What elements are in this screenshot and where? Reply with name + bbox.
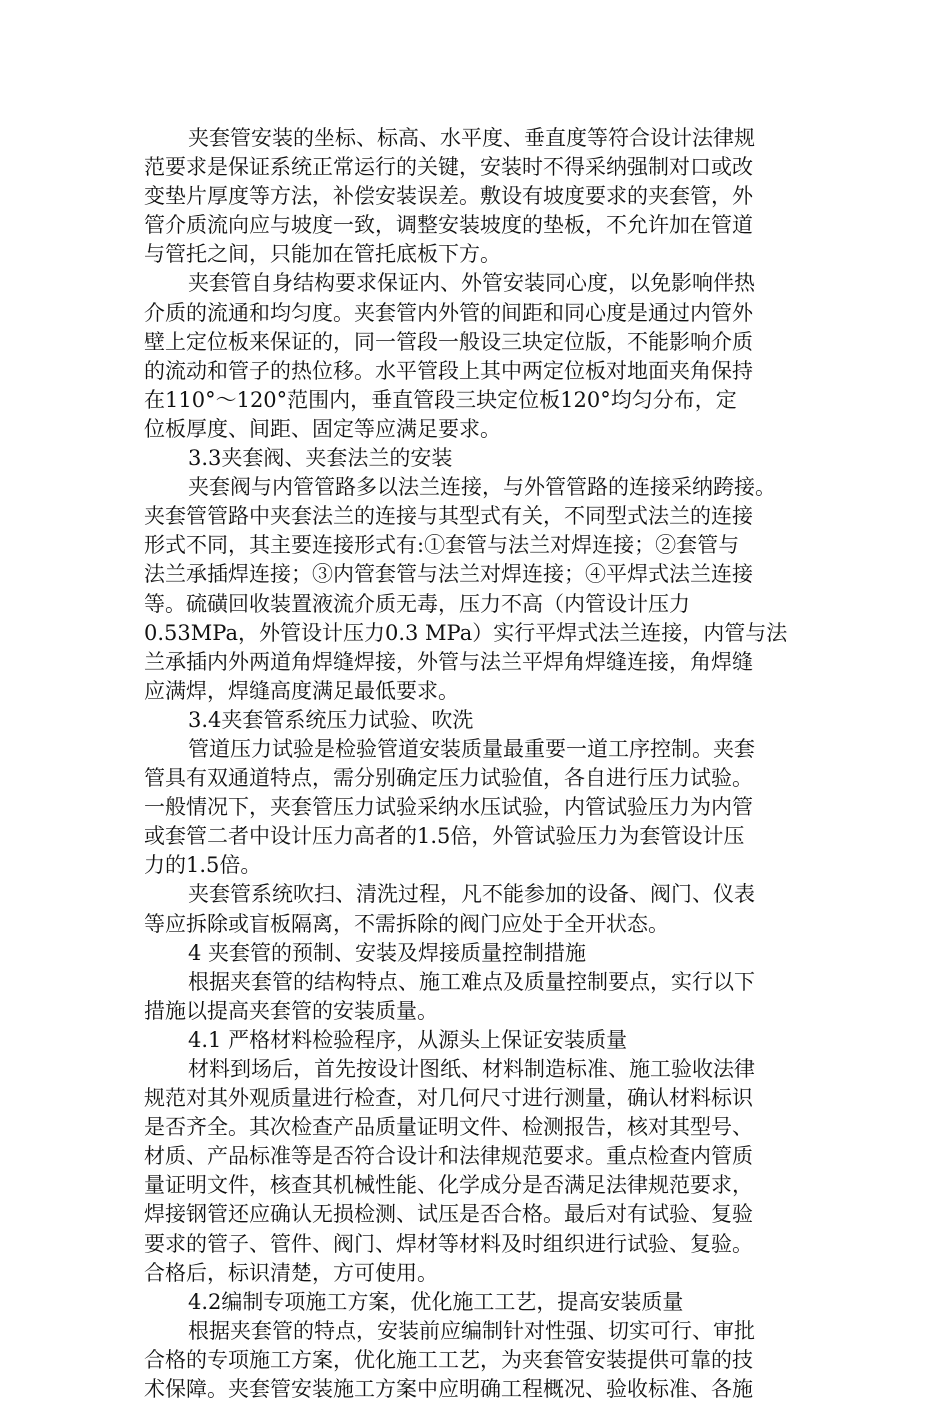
text-line: 根据夹套管的特点，安装前应编制针对性强、切实可行、审批 [188,1318,755,1343]
text-line: 材质、产品标准等是否符合设计和法律规范要求。重点检查内管质 [144,1144,753,1169]
text-line: 一般情况下，夹套管压力试验采纳水压试验，内管试验压力为内管 [144,795,753,820]
text-line: 夹套管管路中夹套法兰的连接与其型式有关，不同型式法兰的连接 [144,504,753,529]
text-line: 合格后，标识清楚，方可使用。 [144,1260,438,1285]
text-line: 3.4夹套管系统压力试验、吹洗 [188,707,474,732]
text-line: 要求的管子、管件、阀门、焊材等材料及时组织进行试验、复验。 [144,1231,753,1256]
text-line: 等。硫磺回收装置液流介质无毒，压力不高（内管设计压力 [144,591,690,616]
text-line: 管具有双通道特点，需分别确定压力试验值，各自进行压力试验。 [144,766,753,791]
text-line: 法兰承插焊连接；③内管套管与法兰对焊连接；④平焊式法兰连接 [144,562,753,587]
text-line: 术保障。夹套管安装施工方案中应明确工程概况、验收标准、各施 [144,1377,753,1402]
text-line: 根据夹套管的结构特点、施工难点及质量控制要点，实行以下 [188,969,755,994]
text-line: 介质的流通和均匀度。夹套管内外管的间距和同心度是通过内管外 [144,300,753,325]
text-line: 规范对其外观质量进行检查，对几何尺寸进行测量，确认材料标识 [144,1086,753,1111]
document-body [144,124,810,1404]
text-line: 0.53MPa，外管设计压力0.3 MPa）实行平焊式法兰连接，内管与法 [144,620,788,645]
text-line: 变垫片厚度等方法，补偿安装误差。敷设有坡度要求的夹套管，外 [144,184,753,209]
text-line: 力的1.5倍。 [144,853,262,878]
text-line: 位板厚度、间距、固定等应满足要求。 [144,416,501,441]
text-line: 应满焊，焊缝高度满足最低要求。 [144,678,459,703]
text-line: 夹套管自身结构要求保证内、外管安装同心度，以免影响伴热 [188,271,755,296]
text-line: 壁上定位板来保证的，同一管段一般设三块定位版，不能影响介质 [144,329,753,354]
text-line: 范要求是保证系统正常运行的关键，安装时不得采纳强制对口或改 [144,155,753,180]
text-line: 量证明文件，核查其机械性能、化学成分是否满足法律规范要求， [144,1173,753,1198]
text-line: 夹套管安装的坐标、标高、水平度、垂直度等符合设计法律规 [188,126,755,150]
text-line: 4 夹套管的预制、安装及焊接质量控制措施 [188,940,587,965]
text-line: 焊接钢管还应确认无损检测、试压是否合格。最后对有试验、复验 [144,1202,753,1227]
text-line: 或套管二者中设计压力高者的1.5倍，外管试验压力为套管设计压 [144,824,745,849]
text-line: 形式不同，其主要连接形式有:①套管与法兰对焊连接；②套管与 [144,533,740,558]
text-line: 合格的专项施工方案，优化施工工艺，为夹套管安装提供可靠的技 [144,1347,753,1372]
text-line: 等应拆除或盲板隔离，不需拆除的阀门应处于全开状态。 [144,911,669,936]
text-line: 是否齐全。其次检查产品质量证明文件、检测报告，核对其型号、 [144,1115,753,1140]
text-line: 4.2编制专项施工方案，优化施工工艺，提高安装质量 [188,1289,684,1314]
text-line: 管介质流向应与坡度一致，调整安装坡度的垫板，不允许加在管道 [144,213,753,238]
text-line: 管道压力试验是检验管道安装质量最重要一道工序控制。夹套 [188,736,755,761]
text-line: 材料到场后，首先按设计图纸、材料制造标准、施工验收法律 [188,1057,755,1081]
text-line: 夹套阀与内管管路多以法兰连接，与外管管路的连接采纳跨接。 [188,475,776,500]
text-line: 夹套管系统吹扫、清洗过程，凡不能参加的设备、阀门、仪表 [188,882,755,907]
text-line: 3.3夹套阀、夹套法兰的安装 [188,446,453,471]
text-line: 4.1 严格材料检验程序，从源头上保证安装质量 [188,1027,628,1052]
text-line: 兰承插内外两道角焊缝焊接，外管与法兰平焊角焊缝连接，角焊缝 [144,649,753,674]
text-line: 与管托之间，只能加在管托底板下方。 [144,242,501,267]
text-line: 的流动和管子的热位移。水平管段上其中两定位板对地面夹角保持 [144,358,753,383]
text-line: 措施以提高夹套管的安装质量。 [144,998,438,1023]
text-line: 在110°～120°范围内，垂直管段三块定位板120°均匀分布，定 [144,387,737,412]
